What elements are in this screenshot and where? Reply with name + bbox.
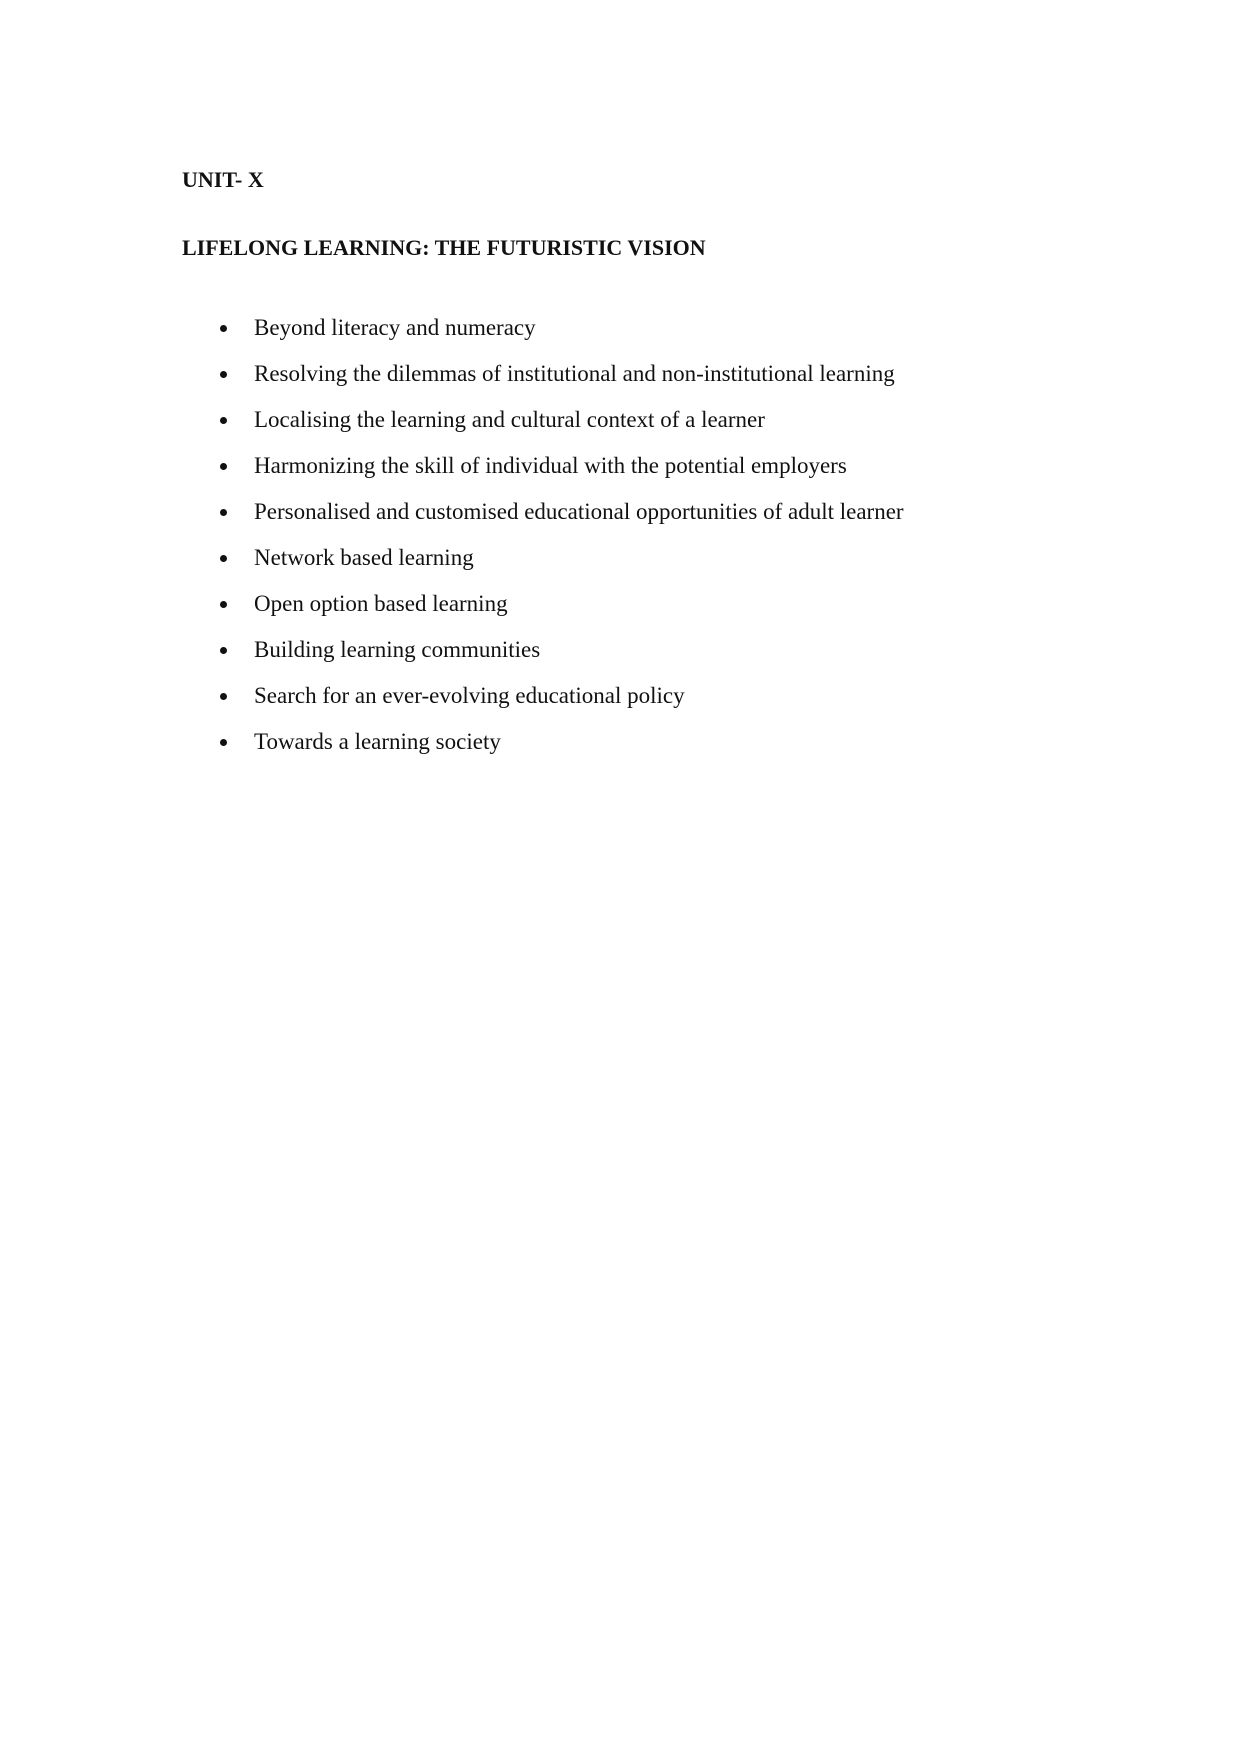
list-item-text: Open option based learning (254, 591, 508, 616)
bullet-icon (220, 647, 227, 654)
list-item-text: Building learning communities (254, 637, 541, 662)
bullet-icon (220, 601, 227, 608)
section-title: LIFELONG LEARNING: THE FUTURISTIC VISION (182, 235, 706, 260)
list-item-text: Personalised and customised educational opportunities of adult learner (254, 499, 904, 524)
bullet-icon (220, 463, 227, 470)
bullet-icon (220, 739, 227, 746)
list-item (212, 588, 1112, 634)
list-item (212, 496, 1112, 542)
list-item (212, 726, 1112, 772)
list-item (212, 358, 1112, 404)
bullet-icon (220, 693, 227, 700)
list-item-text: Search for an ever-evolving educational policy (254, 683, 685, 708)
list-item-text: Beyond literacy and numeracy (254, 315, 536, 340)
list-item (212, 634, 1112, 680)
list-item-text: Resolving the dilemmas of institutional and non-institutional learning (254, 361, 895, 386)
bullet-icon (220, 555, 227, 562)
unit-label: UNIT- X (182, 167, 264, 192)
list-item-text: Localising the learning and cultural context of a learner (254, 407, 765, 432)
topic-list (212, 312, 1112, 772)
list-item (212, 312, 1112, 358)
list-item (212, 680, 1112, 726)
list-item-text: Towards a learning society (254, 729, 501, 754)
bullet-icon (220, 371, 227, 378)
bullet-icon (220, 325, 227, 332)
bullet-icon (220, 509, 227, 516)
bullet-icon (220, 417, 227, 424)
list-item (212, 450, 1112, 496)
list-item-text: Harmonizing the skill of individual with the potential employers (254, 453, 847, 478)
list-item-text: Network based learning (254, 545, 474, 570)
list-item (212, 404, 1112, 450)
list-item (212, 542, 1112, 588)
